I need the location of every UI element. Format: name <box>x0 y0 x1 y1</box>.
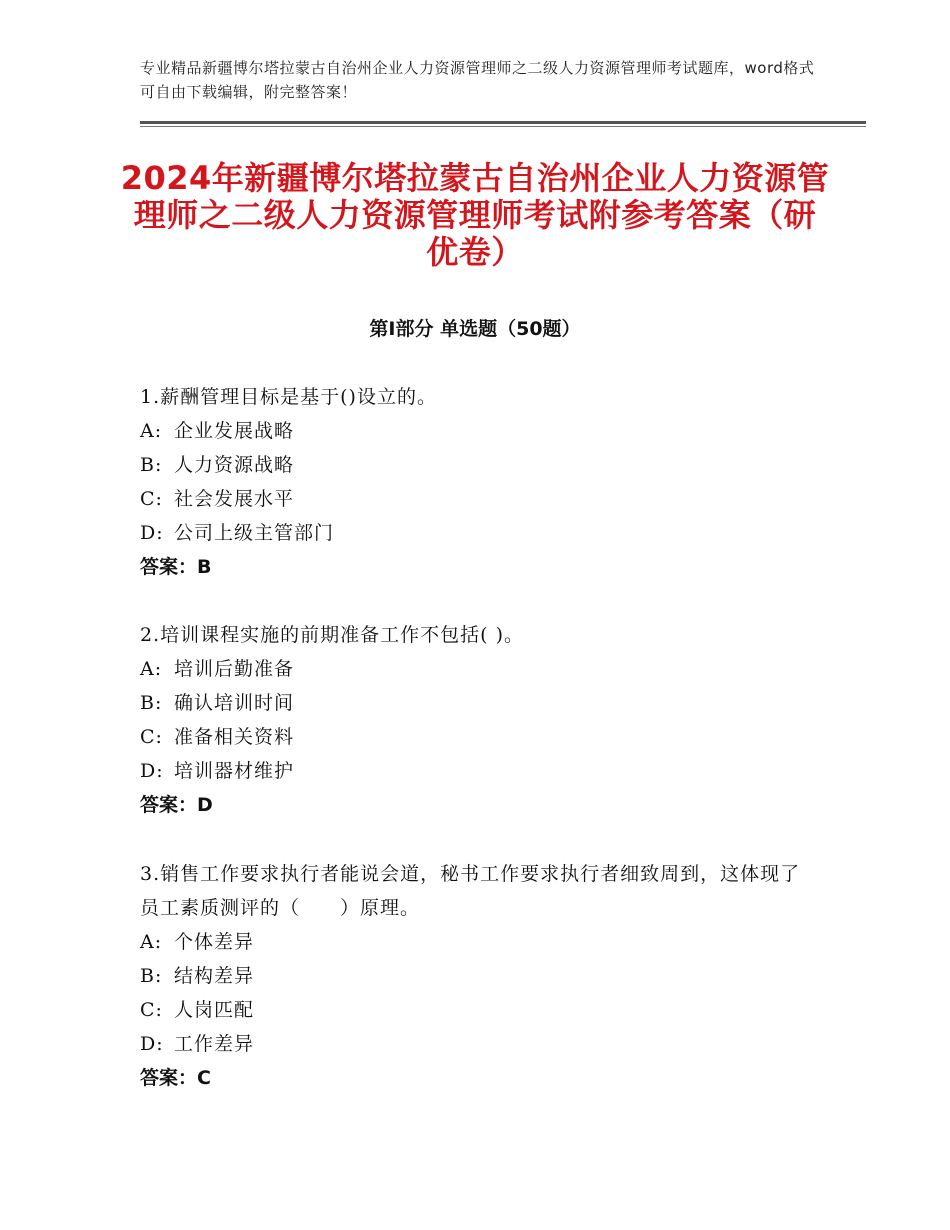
option-letter: B: <box>140 692 163 714</box>
option-a <box>140 414 820 448</box>
option-b <box>140 959 820 993</box>
question-stem: 1.薪酬管理目标是基于()设立的。 <box>140 386 437 408</box>
option-letter: C: <box>140 999 163 1021</box>
question-stem: 3.销售工作要求执行者能说会道，秘书工作要求执行者细致周到，这体现了员工素质测评的（ ）原理。 <box>140 863 801 919</box>
option-text: 人力资源战略 <box>174 454 295 476</box>
option-letter: B: <box>140 454 163 476</box>
option-a <box>140 925 820 959</box>
option-d <box>140 1027 820 1061</box>
header-divider <box>140 121 866 127</box>
option-text: 企业发展战略 <box>174 420 295 442</box>
answer-label: 答案：D <box>140 794 213 816</box>
option-letter: D: <box>140 522 164 544</box>
option-text: 人岗匹配 <box>174 999 255 1021</box>
option-d <box>140 516 820 550</box>
option-d <box>140 754 820 788</box>
option-letter: D: <box>140 1033 164 1055</box>
question-1 <box>140 380 820 584</box>
option-text: 培训后勤准备 <box>174 658 295 680</box>
option-text: 社会发展水平 <box>174 488 295 510</box>
option-text: 公司上级主管部门 <box>174 522 335 544</box>
option-letter: A: <box>140 420 163 442</box>
option-letter: C: <box>140 726 163 748</box>
option-text: 个体差异 <box>174 931 255 953</box>
option-text: 工作差异 <box>174 1033 255 1055</box>
section-title: 第Ⅰ部分 单选题（50题） <box>369 318 581 340</box>
option-letter: D: <box>140 760 164 782</box>
option-b <box>140 448 820 482</box>
document-title: 2024年新疆博尔塔拉蒙古自治州企业人力资源管理师之二级人力资源管理师考试附参考答案（研优卷） <box>120 159 830 271</box>
option-c <box>140 482 820 516</box>
option-letter: A: <box>140 658 163 680</box>
question-stem: 2.培训课程实施的前期准备工作不包括( )。 <box>140 624 524 646</box>
option-b <box>140 686 820 720</box>
option-a <box>140 652 820 686</box>
option-letter: A: <box>140 931 163 953</box>
header-note: 专业精品新疆博尔塔拉蒙古自治州企业人力资源管理师之二级人力资源管理师考试题库，word格式可自由下载编辑，附完整答案！ <box>140 59 815 101</box>
option-text: 结构差异 <box>174 965 255 987</box>
answer-label: 答案：B <box>140 556 212 578</box>
option-text: 准备相关资料 <box>174 726 295 748</box>
option-letter: C: <box>140 488 163 510</box>
option-text: 培训器材维护 <box>174 760 295 782</box>
option-c <box>140 720 820 754</box>
answer-label: 答案：C <box>140 1067 211 1089</box>
option-letter: B: <box>140 965 163 987</box>
option-c <box>140 993 820 1027</box>
question-3 <box>140 857 820 1095</box>
option-text: 确认培训时间 <box>174 692 295 714</box>
question-2 <box>140 618 820 822</box>
